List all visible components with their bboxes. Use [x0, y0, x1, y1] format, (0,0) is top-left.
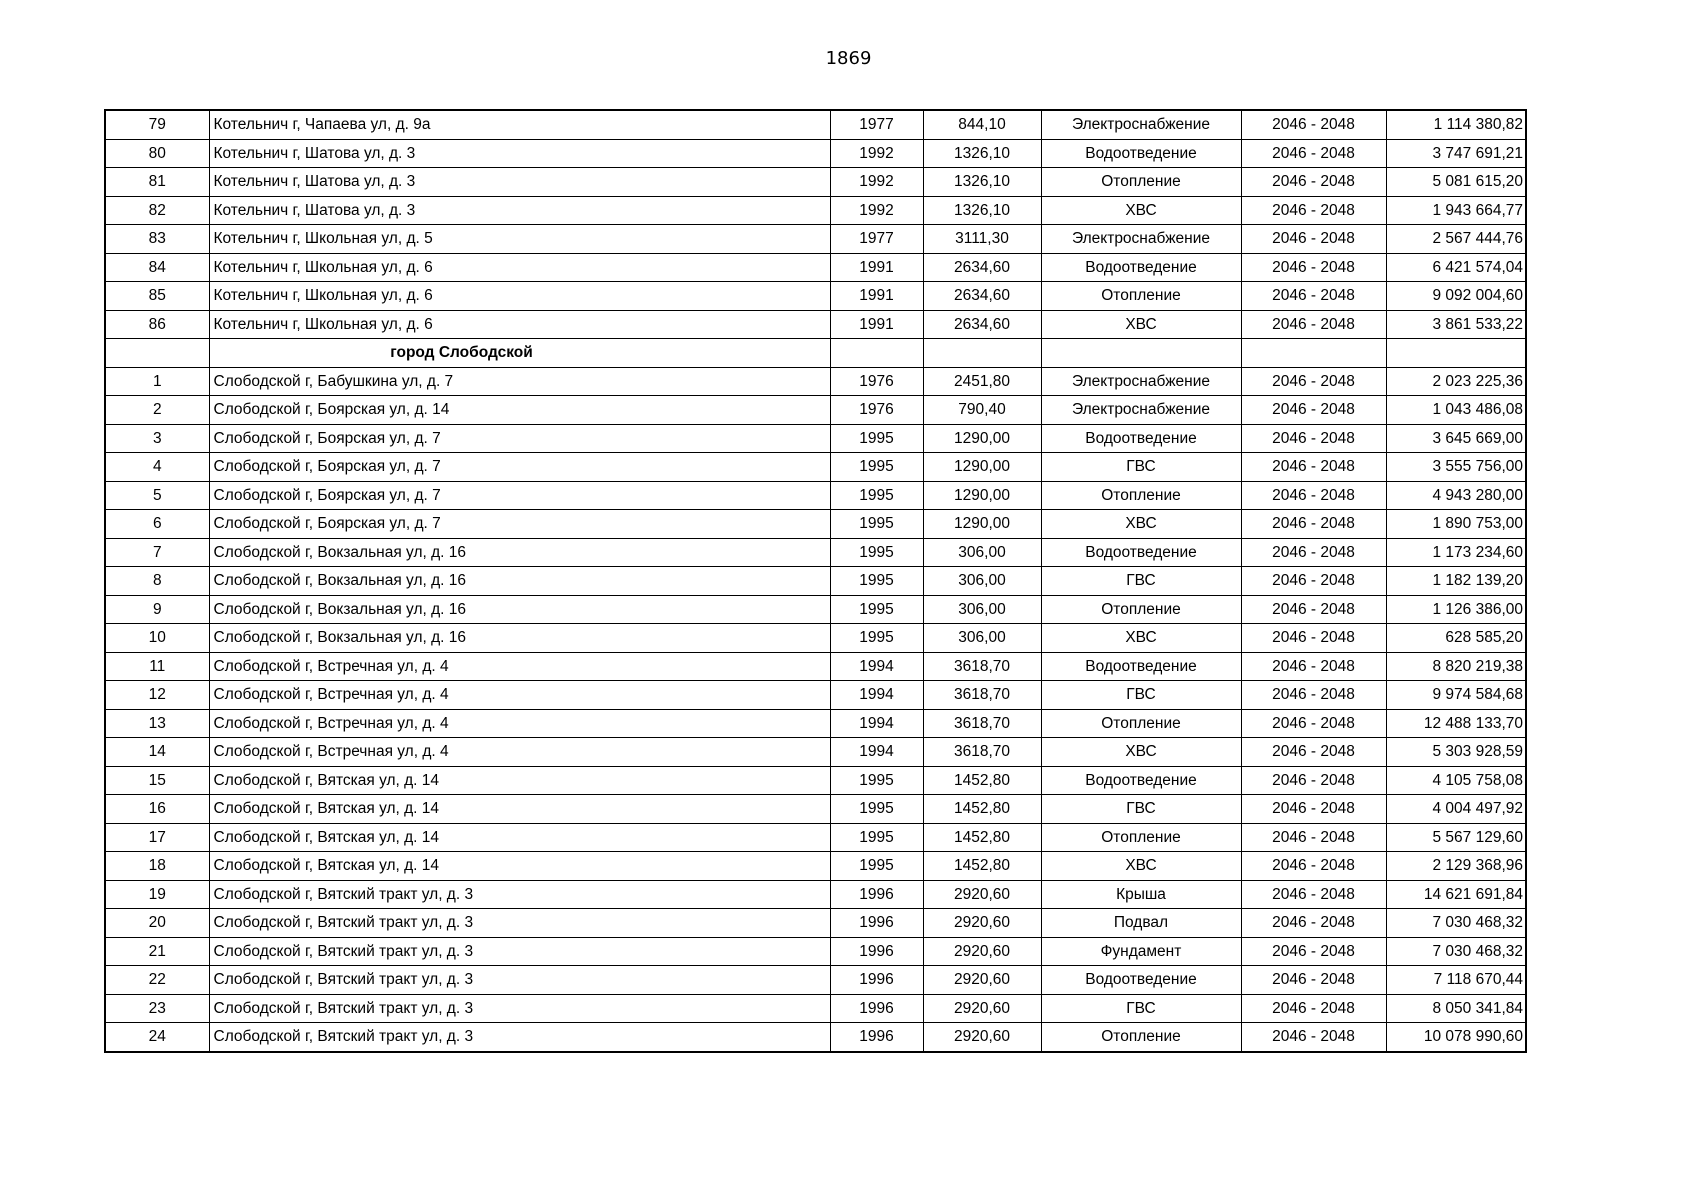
- cost-cell: 5 081 615,20: [1386, 168, 1526, 197]
- year-built-cell: 1995: [830, 624, 923, 653]
- cost-cell: 2 023 225,36: [1386, 367, 1526, 396]
- year-built-cell: 1996: [830, 937, 923, 966]
- row-number-cell: 81: [105, 168, 209, 197]
- table-row: [105, 966, 1526, 995]
- row-number-cell: 8: [105, 567, 209, 596]
- year-built-cell: 1992: [830, 139, 923, 168]
- year-built-cell: 1995: [830, 795, 923, 824]
- table-body: [105, 110, 1526, 1052]
- period-cell: 2046 - 2048: [1241, 481, 1386, 510]
- table-row: [105, 225, 1526, 254]
- row-number-cell: 2: [105, 396, 209, 425]
- work-type-cell: ХВС: [1041, 196, 1241, 225]
- row-number-cell: 5: [105, 481, 209, 510]
- period-cell: 2046 - 2048: [1241, 595, 1386, 624]
- address-cell: Слободской г, Вокзальная ул, д. 16: [209, 595, 830, 624]
- cost-cell: 14 621 691,84: [1386, 880, 1526, 909]
- row-number-cell: 21: [105, 937, 209, 966]
- area-cell: 3618,70: [923, 709, 1041, 738]
- work-type-cell: Электроснабжение: [1041, 367, 1241, 396]
- period-cell: 2046 - 2048: [1241, 880, 1386, 909]
- address-cell: Слободской г, Вятский тракт ул, д. 3: [209, 1023, 830, 1052]
- table-row: [105, 766, 1526, 795]
- period-cell: 2046 - 2048: [1241, 795, 1386, 824]
- work-type-cell: Отопление: [1041, 168, 1241, 197]
- work-type-cell: Электроснабжение: [1041, 110, 1241, 139]
- repair-schedule-table: [104, 109, 1527, 1053]
- cost-cell: 5 303 928,59: [1386, 738, 1526, 767]
- period-cell: 2046 - 2048: [1241, 709, 1386, 738]
- work-type-cell: Отопление: [1041, 709, 1241, 738]
- row-number-cell: 79: [105, 110, 209, 139]
- table-row: [105, 367, 1526, 396]
- period-cell: 2046 - 2048: [1241, 538, 1386, 567]
- cost-cell: 3 645 669,00: [1386, 424, 1526, 453]
- address-cell: Слободской г, Вятская ул, д. 14: [209, 823, 830, 852]
- table-row: [105, 909, 1526, 938]
- address-cell: Слободской г, Боярская ул, д. 7: [209, 510, 830, 539]
- row-number-cell: 10: [105, 624, 209, 653]
- address-cell: Слободской г, Боярская ул, д. 7: [209, 481, 830, 510]
- year-built-cell: 1995: [830, 595, 923, 624]
- row-number-cell: 6: [105, 510, 209, 539]
- address-cell: Слободской г, Боярская ул, д. 14: [209, 396, 830, 425]
- cost-cell: 2 129 368,96: [1386, 852, 1526, 881]
- work-type-cell: Крыша: [1041, 880, 1241, 909]
- row-number-cell: 18: [105, 852, 209, 881]
- period-cell: 2046 - 2048: [1241, 823, 1386, 852]
- cost-cell: 5 567 129,60: [1386, 823, 1526, 852]
- cost-cell: 1 114 380,82: [1386, 110, 1526, 139]
- work-type-cell: [1041, 339, 1241, 368]
- year-built-cell: 1992: [830, 196, 923, 225]
- table-row: [105, 595, 1526, 624]
- work-type-cell: Водоотведение: [1041, 966, 1241, 995]
- work-type-cell: ГВС: [1041, 453, 1241, 482]
- row-number-cell: 83: [105, 225, 209, 254]
- work-type-cell: Отопление: [1041, 282, 1241, 311]
- area-cell: 1326,10: [923, 196, 1041, 225]
- table-row: [105, 510, 1526, 539]
- year-built-cell: 1994: [830, 738, 923, 767]
- address-cell: Котельнич г, Шатова ул, д. 3: [209, 196, 830, 225]
- row-number-cell: 19: [105, 880, 209, 909]
- table-row: [105, 453, 1526, 482]
- period-cell: 2046 - 2048: [1241, 139, 1386, 168]
- table-row: [105, 481, 1526, 510]
- work-type-cell: ХВС: [1041, 510, 1241, 539]
- address-cell: Слободской г, Вятский тракт ул, д. 3: [209, 909, 830, 938]
- row-number-cell: 24: [105, 1023, 209, 1052]
- address-cell: Котельнич г, Школьная ул, д. 6: [209, 310, 830, 339]
- cost-cell: 2 567 444,76: [1386, 225, 1526, 254]
- address-cell: Котельнич г, Шатова ул, д. 3: [209, 139, 830, 168]
- page-number: 1869: [825, 48, 872, 69]
- area-cell: 1452,80: [923, 795, 1041, 824]
- year-built-cell: 1996: [830, 1023, 923, 1052]
- area-cell: 2451,80: [923, 367, 1041, 396]
- table-row: [105, 652, 1526, 681]
- cost-cell: 3 861 533,22: [1386, 310, 1526, 339]
- area-cell: 306,00: [923, 567, 1041, 596]
- table-row: [105, 139, 1526, 168]
- period-cell: 2046 - 2048: [1241, 766, 1386, 795]
- cost-cell: 4 105 758,08: [1386, 766, 1526, 795]
- area-cell: 3618,70: [923, 652, 1041, 681]
- period-cell: 2046 - 2048: [1241, 510, 1386, 539]
- year-built-cell: 1995: [830, 766, 923, 795]
- row-number-cell: 16: [105, 795, 209, 824]
- period-cell: 2046 - 2048: [1241, 168, 1386, 197]
- work-type-cell: Водоотведение: [1041, 538, 1241, 567]
- address-cell: Слободской г, Вятский тракт ул, д. 3: [209, 937, 830, 966]
- address-cell: Слободской г, Встречная ул, д. 4: [209, 738, 830, 767]
- address-cell: Котельнич г, Школьная ул, д. 5: [209, 225, 830, 254]
- period-cell: 2046 - 2048: [1241, 396, 1386, 425]
- section-title: город Слободской: [209, 339, 830, 368]
- work-type-cell: Водоотведение: [1041, 424, 1241, 453]
- area-cell: 2634,60: [923, 253, 1041, 282]
- period-cell: [1241, 339, 1386, 368]
- period-cell: 2046 - 2048: [1241, 310, 1386, 339]
- year-built-cell: 1996: [830, 880, 923, 909]
- year-built-cell: 1996: [830, 994, 923, 1023]
- cost-cell: 12 488 133,70: [1386, 709, 1526, 738]
- area-cell: 1326,10: [923, 168, 1041, 197]
- cost-cell: 1 043 486,08: [1386, 396, 1526, 425]
- row-number-cell: 80: [105, 139, 209, 168]
- period-cell: 2046 - 2048: [1241, 937, 1386, 966]
- area-cell: 790,40: [923, 396, 1041, 425]
- area-cell: 3111,30: [923, 225, 1041, 254]
- work-type-cell: ХВС: [1041, 738, 1241, 767]
- work-type-cell: ХВС: [1041, 310, 1241, 339]
- cost-cell: 1 126 386,00: [1386, 595, 1526, 624]
- table-row: [105, 196, 1526, 225]
- address-cell: Слободской г, Вокзальная ул, д. 16: [209, 624, 830, 653]
- area-cell: 2634,60: [923, 282, 1041, 311]
- row-number-cell: 20: [105, 909, 209, 938]
- work-type-cell: Электроснабжение: [1041, 225, 1241, 254]
- year-built-cell: 1991: [830, 253, 923, 282]
- area-cell: 1452,80: [923, 823, 1041, 852]
- area-cell: [923, 339, 1041, 368]
- work-type-cell: ХВС: [1041, 852, 1241, 881]
- year-built-cell: 1991: [830, 282, 923, 311]
- work-type-cell: Отопление: [1041, 823, 1241, 852]
- table-row: [105, 110, 1526, 139]
- period-cell: 2046 - 2048: [1241, 367, 1386, 396]
- table-row: [105, 738, 1526, 767]
- area-cell: 1290,00: [923, 453, 1041, 482]
- year-built-cell: 1995: [830, 852, 923, 881]
- cost-cell: 8 820 219,38: [1386, 652, 1526, 681]
- year-built-cell: 1977: [830, 225, 923, 254]
- address-cell: Слободской г, Вятский тракт ул, д. 3: [209, 966, 830, 995]
- area-cell: 1290,00: [923, 481, 1041, 510]
- table-row: [105, 880, 1526, 909]
- address-cell: Котельнич г, Школьная ул, д. 6: [209, 282, 830, 311]
- cost-cell: 7 030 468,32: [1386, 909, 1526, 938]
- area-cell: 3618,70: [923, 738, 1041, 767]
- cost-cell: 1 890 753,00: [1386, 510, 1526, 539]
- cost-cell: 3 555 756,00: [1386, 453, 1526, 482]
- table-row: [105, 937, 1526, 966]
- work-type-cell: Отопление: [1041, 1023, 1241, 1052]
- address-cell: Котельнич г, Шатова ул, д. 3: [209, 168, 830, 197]
- area-cell: 1290,00: [923, 424, 1041, 453]
- table-row: [105, 424, 1526, 453]
- year-built-cell: 1994: [830, 681, 923, 710]
- row-number-cell: 13: [105, 709, 209, 738]
- year-built-cell: 1995: [830, 823, 923, 852]
- address-cell: Котельнич г, Чапаева ул, д. 9а: [209, 110, 830, 139]
- address-cell: Слободской г, Вятская ул, д. 14: [209, 795, 830, 824]
- period-cell: 2046 - 2048: [1241, 567, 1386, 596]
- year-built-cell: 1976: [830, 396, 923, 425]
- work-type-cell: Водоотведение: [1041, 766, 1241, 795]
- area-cell: 2920,60: [923, 994, 1041, 1023]
- row-number-cell: 84: [105, 253, 209, 282]
- work-type-cell: ГВС: [1041, 994, 1241, 1023]
- period-cell: 2046 - 2048: [1241, 282, 1386, 311]
- address-cell: Слободской г, Вокзальная ул, д. 16: [209, 538, 830, 567]
- cost-cell: 9 974 584,68: [1386, 681, 1526, 710]
- row-number-cell: 85: [105, 282, 209, 311]
- period-cell: 2046 - 2048: [1241, 909, 1386, 938]
- cost-cell: 1 173 234,60: [1386, 538, 1526, 567]
- period-cell: 2046 - 2048: [1241, 453, 1386, 482]
- table-row: [105, 396, 1526, 425]
- row-number-cell: 22: [105, 966, 209, 995]
- year-built-cell: 1994: [830, 652, 923, 681]
- area-cell: 306,00: [923, 624, 1041, 653]
- cost-cell: [1386, 339, 1526, 368]
- work-type-cell: Водоотведение: [1041, 139, 1241, 168]
- address-cell: Слободской г, Вятский тракт ул, д. 3: [209, 880, 830, 909]
- row-number-cell: 1: [105, 367, 209, 396]
- work-type-cell: ХВС: [1041, 624, 1241, 653]
- address-cell: Слободской г, Встречная ул, д. 4: [209, 681, 830, 710]
- area-cell: 306,00: [923, 538, 1041, 567]
- section-header-row: [105, 339, 1526, 368]
- period-cell: 2046 - 2048: [1241, 1023, 1386, 1052]
- table-row: [105, 567, 1526, 596]
- period-cell: 2046 - 2048: [1241, 196, 1386, 225]
- period-cell: 2046 - 2048: [1241, 652, 1386, 681]
- work-type-cell: ГВС: [1041, 795, 1241, 824]
- cost-cell: 4 004 497,92: [1386, 795, 1526, 824]
- area-cell: 2920,60: [923, 909, 1041, 938]
- table-row: [105, 681, 1526, 710]
- year-built-cell: 1996: [830, 909, 923, 938]
- row-number-cell: 9: [105, 595, 209, 624]
- year-built-cell: 1996: [830, 966, 923, 995]
- year-built-cell: 1977: [830, 110, 923, 139]
- row-number-cell: 23: [105, 994, 209, 1023]
- address-cell: Слободской г, Боярская ул, д. 7: [209, 453, 830, 482]
- address-cell: Слободской г, Бабушкина ул, д. 7: [209, 367, 830, 396]
- year-built-cell: 1995: [830, 510, 923, 539]
- cost-cell: 3 747 691,21: [1386, 139, 1526, 168]
- cost-cell: 1 182 139,20: [1386, 567, 1526, 596]
- address-cell: Слободской г, Встречная ул, д. 4: [209, 652, 830, 681]
- table-row: [105, 709, 1526, 738]
- year-built-cell: 1976: [830, 367, 923, 396]
- year-built-cell: 1995: [830, 481, 923, 510]
- table-row: [105, 538, 1526, 567]
- table-row: [105, 310, 1526, 339]
- year-built-cell: 1992: [830, 168, 923, 197]
- year-built-cell: 1995: [830, 567, 923, 596]
- cost-cell: 628 585,20: [1386, 624, 1526, 653]
- table-row: [105, 624, 1526, 653]
- year-built-cell: 1994: [830, 709, 923, 738]
- row-number-cell: 17: [105, 823, 209, 852]
- work-type-cell: Фундамент: [1041, 937, 1241, 966]
- table-row: [105, 994, 1526, 1023]
- cost-cell: 4 943 280,00: [1386, 481, 1526, 510]
- cost-cell: 7 118 670,44: [1386, 966, 1526, 995]
- address-cell: Слободской г, Боярская ул, д. 7: [209, 424, 830, 453]
- area-cell: 3618,70: [923, 681, 1041, 710]
- cost-cell: 10 078 990,60: [1386, 1023, 1526, 1052]
- period-cell: 2046 - 2048: [1241, 110, 1386, 139]
- area-cell: 844,10: [923, 110, 1041, 139]
- row-number-cell: 3: [105, 424, 209, 453]
- period-cell: 2046 - 2048: [1241, 681, 1386, 710]
- table-row: [105, 253, 1526, 282]
- area-cell: 1290,00: [923, 510, 1041, 539]
- row-number-cell: 4: [105, 453, 209, 482]
- year-built-cell: 1991: [830, 310, 923, 339]
- row-number-cell: 82: [105, 196, 209, 225]
- work-type-cell: Электроснабжение: [1041, 396, 1241, 425]
- period-cell: 2046 - 2048: [1241, 225, 1386, 254]
- area-cell: 1452,80: [923, 852, 1041, 881]
- table-row: [105, 168, 1526, 197]
- period-cell: 2046 - 2048: [1241, 966, 1386, 995]
- table-row: [105, 823, 1526, 852]
- address-cell: Слободской г, Вятская ул, д. 14: [209, 852, 830, 881]
- cost-cell: 9 092 004,60: [1386, 282, 1526, 311]
- year-built-cell: 1995: [830, 538, 923, 567]
- row-number-cell: [105, 339, 209, 368]
- year-built-cell: 1995: [830, 424, 923, 453]
- area-cell: 306,00: [923, 595, 1041, 624]
- row-number-cell: 86: [105, 310, 209, 339]
- area-cell: 2920,60: [923, 937, 1041, 966]
- area-cell: 2634,60: [923, 310, 1041, 339]
- row-number-cell: 12: [105, 681, 209, 710]
- period-cell: 2046 - 2048: [1241, 424, 1386, 453]
- work-type-cell: Водоотведение: [1041, 652, 1241, 681]
- period-cell: 2046 - 2048: [1241, 253, 1386, 282]
- table-row: [105, 1023, 1526, 1052]
- area-cell: 2920,60: [923, 880, 1041, 909]
- period-cell: 2046 - 2048: [1241, 738, 1386, 767]
- row-number-cell: 15: [105, 766, 209, 795]
- work-type-cell: Водоотведение: [1041, 253, 1241, 282]
- period-cell: 2046 - 2048: [1241, 994, 1386, 1023]
- cost-cell: 6 421 574,04: [1386, 253, 1526, 282]
- table-row: [105, 852, 1526, 881]
- area-cell: 1326,10: [923, 139, 1041, 168]
- area-cell: 2920,60: [923, 1023, 1041, 1052]
- table-row: [105, 795, 1526, 824]
- cost-cell: 8 050 341,84: [1386, 994, 1526, 1023]
- year-built-cell: 1995: [830, 453, 923, 482]
- cost-cell: 7 030 468,32: [1386, 937, 1526, 966]
- work-type-cell: ГВС: [1041, 681, 1241, 710]
- year-built-cell: [830, 339, 923, 368]
- address-cell: Слободской г, Вятская ул, д. 14: [209, 766, 830, 795]
- row-number-cell: 11: [105, 652, 209, 681]
- row-number-cell: 7: [105, 538, 209, 567]
- work-type-cell: Подвал: [1041, 909, 1241, 938]
- cost-cell: 1 943 664,77: [1386, 196, 1526, 225]
- row-number-cell: 14: [105, 738, 209, 767]
- area-cell: 1452,80: [923, 766, 1041, 795]
- address-cell: Слободской г, Встречная ул, д. 4: [209, 709, 830, 738]
- period-cell: 2046 - 2048: [1241, 624, 1386, 653]
- area-cell: 2920,60: [923, 966, 1041, 995]
- address-cell: Слободской г, Вятский тракт ул, д. 3: [209, 994, 830, 1023]
- address-cell: Котельнич г, Школьная ул, д. 6: [209, 253, 830, 282]
- work-type-cell: Отопление: [1041, 595, 1241, 624]
- address-cell: Слободской г, Вокзальная ул, д. 16: [209, 567, 830, 596]
- period-cell: 2046 - 2048: [1241, 852, 1386, 881]
- work-type-cell: ГВС: [1041, 567, 1241, 596]
- work-type-cell: Отопление: [1041, 481, 1241, 510]
- table-row: [105, 282, 1526, 311]
